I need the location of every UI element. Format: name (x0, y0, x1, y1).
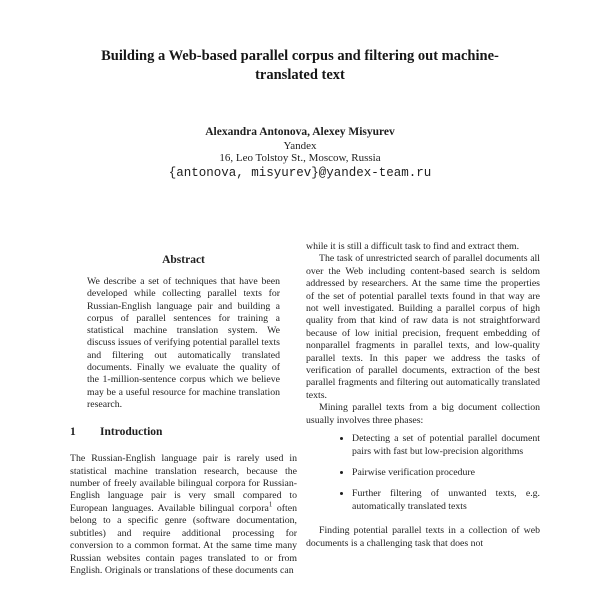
introduction-paragraph (70, 453, 297, 577)
phase-bullet-list (306, 433, 540, 513)
footnote-marker: 1 (268, 500, 273, 509)
section-number: 1 (70, 426, 76, 439)
left-column (70, 243, 297, 577)
abstract-body: We describe a set of techniques that have been developed while collecting parallel texts for Russian-English language pair and building a corpus of parallel sentences for training a statistical machine translation system. We discuss issues of verifying potential parallel texts and filtering out automatically translated documents. Finally we evaluate the quality of the 1-million-sentence corpus which we believe may be a useful resource for machine translation research. (87, 276, 280, 410)
author-block (0, 126, 600, 180)
page-title-line-2: translated text (255, 67, 345, 83)
bullet-item: • Detecting a set of potential parallel document pairs with fast but low-precision algorithms (352, 433, 540, 458)
right-paragraph-4: Finding potential parallel texts in a collection of web documents is a challenging task that does not (306, 525, 540, 549)
address: 16, Leo Tolstoy St., Moscow, Russia (219, 152, 381, 164)
right-paragraph-3: Mining parallel texts from a big document collection usually involves three phases: (306, 402, 540, 426)
email: {antonova, misyurev}@yandex-team.ru (168, 165, 432, 180)
right-paragraph-1: while it is still a difficult task to find and extract them. (306, 241, 520, 252)
author-names: Alexandra Antonova, Alexey Misyurev (205, 126, 395, 138)
introduction-paragraph-text: The Russian-English language pair is rarely used in statistical machine translation research, because the number of freely available bilingual corpora for Russian-English language pair is very small compared to European languages. Available bilingual corpora (70, 453, 297, 514)
bullet-item: • Pairwise verification procedure (352, 467, 540, 479)
right-paragraph-2: The task of unrestricted search of parallel documents all over the Web including content-based search is seldom addressed by researchers. At the same time the properties of the set of potential parallel texts found in that way are not well investigated. Building a parallel corpus of high quality from that kind of raw data is not straightforward because of low initial precision, frequent embedding of nonparallel fragments in parallel texts, and low-quality parallel texts. In this paper we address the tasks of verification of parallel documents, extraction of the best parallel fragments and filtering out automatically translated texts. (306, 253, 540, 401)
affiliation: Yandex (283, 139, 317, 152)
page-title (65, 47, 535, 85)
right-column (306, 241, 540, 550)
bullet-item: • Further filtering of unwanted texts, e.g. automatically translated texts (352, 488, 540, 513)
page-title-line-1: Building a Web-based parallel corpus and filtering out machine- (101, 48, 499, 64)
introduction-paragraph-continuation: often belong to a specific genre (software documentation, subtitles) and require additional processing for conversion to a common format. At the same time many Russian websites contain pages translated to or from English. Originals or translations of these documents can (70, 502, 297, 576)
abstract-heading: Abstract (162, 254, 205, 266)
section-heading-introduction (70, 426, 297, 439)
section-title: Introduction (100, 426, 163, 439)
